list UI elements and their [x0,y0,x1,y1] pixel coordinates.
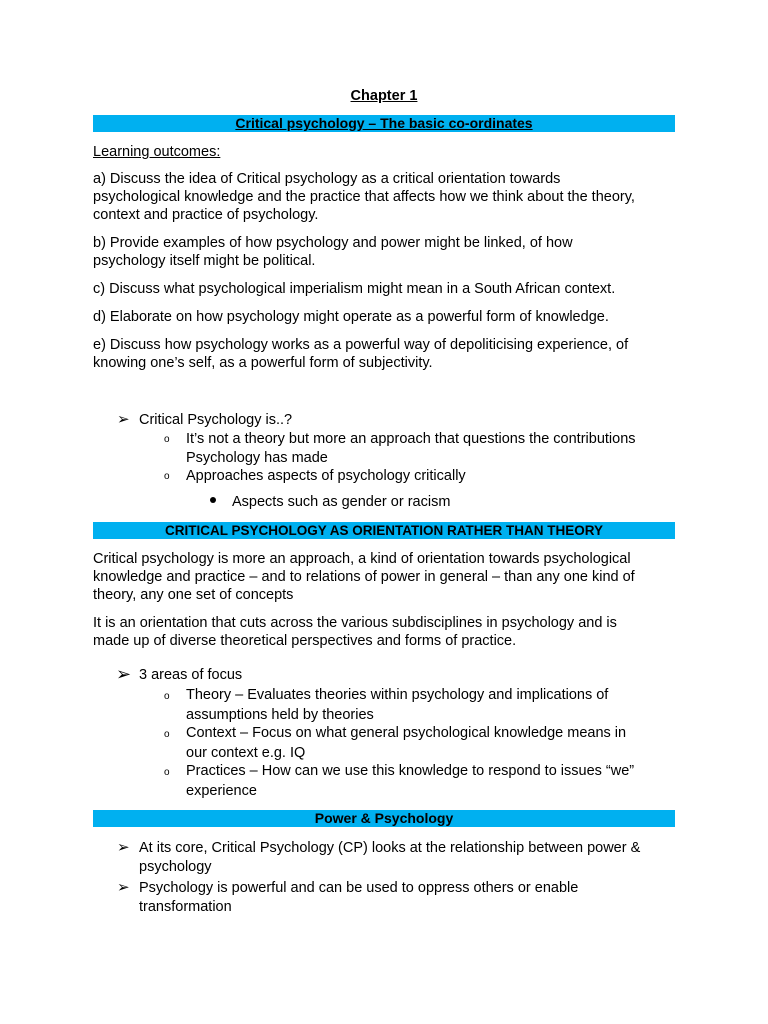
focus-theory-line-2: assumptions held by theories [186,707,374,723]
outcome-a-line-1: a) Discuss the idea of Critical psychology as a critical orientation towards [93,171,561,187]
learning-outcomes-title: Learning outcomes: [93,144,221,160]
dot-bullet-icon [210,497,216,503]
power-item1-line-2: psychology [139,859,212,875]
chapter-title: Chapter 1 [350,88,418,104]
arrow-bullet-icon: ➢ [117,839,130,856]
outcome-b-line-2: psychology itself might be political. [93,253,316,269]
para1-line-3: theory, any one set of concepts [93,587,294,603]
outcome-b-line-1: b) Provide examples of how psychology and power might be linked, of how [93,235,573,251]
para1-line-1: Critical psychology is more an approach, a kind of orientation towards psychological [93,551,631,567]
focus-theory-line-1: Theory – Evaluates theories within psychology and implications of [186,687,609,703]
cp-is-sub1-line-1: It’s not a theory but more an approach that questions the contributions [186,431,636,447]
outcome-a-line-2: psychological knowledge and the practice that affects how we think about the theory, [93,189,635,205]
arrow-bullet-icon: ➢ [117,879,130,896]
power-item2-line-2: transformation [139,899,232,915]
para1-line-2: knowledge and practice – and to relations of power in general – than any one kind of [93,569,635,585]
cp-is-sub2: Approaches aspects of psychology critically [186,468,466,484]
section-band-power: Power & Psychology [93,810,675,827]
focus-practices-line-2: experience [186,783,257,799]
focus-practices-line-1: Practices – How can we use this knowledge to respond to issues “we” [186,763,635,779]
circle-bullet-icon: o [164,471,170,482]
outcome-e-line-2: knowing one’s self, as a powerful form of subjectivity. [93,355,433,371]
section-band-basic-coordinates: Critical psychology – The basic co-ordinates [93,115,675,132]
outcome-a-line-3: context and practice of psychology. [93,207,319,223]
cp-is-heading: Critical Psychology is..? [139,412,293,428]
focus-heading: 3 areas of focus [139,667,243,683]
arrow-bullet-icon: ➢ [116,664,132,684]
focus-context-line-1: Context – Focus on what general psychological knowledge means in [186,725,627,741]
arrow-bullet-icon: ➢ [117,411,130,428]
para2-line-1: It is an orientation that cuts across the various subdisciplines in psychology and is [93,615,617,631]
cp-is-sub1-line-2: Psychology has made [186,450,328,466]
circle-bullet-icon: o [164,434,170,445]
cp-is-sub3: Aspects such as gender or racism [232,494,451,510]
circle-bullet-icon: o [164,729,170,740]
focus-context-line-2: our context e.g. IQ [186,745,306,761]
outcome-c: c) Discuss what psychological imperialism might mean in a South African context. [93,281,616,297]
power-item2-line-1: Psychology is powerful and can be used to oppress others or enable [139,880,579,896]
circle-bullet-icon: o [164,691,170,702]
outcome-e-line-1: e) Discuss how psychology works as a powerful way of depoliticising experience, of [93,337,629,353]
section-band-orientation: CRITICAL PSYCHOLOGY AS ORIENTATION RATHER THAN THEORY [93,522,675,539]
outcome-d: d) Elaborate on how psychology might operate as a powerful form of knowledge. [93,309,609,325]
circle-bullet-icon: o [164,767,170,778]
para2-line-2: made up of diverse theoretical perspectives and forms of practice. [93,633,517,649]
power-item1-line-1: At its core, Critical Psychology (CP) looks at the relationship between power & [139,840,641,856]
